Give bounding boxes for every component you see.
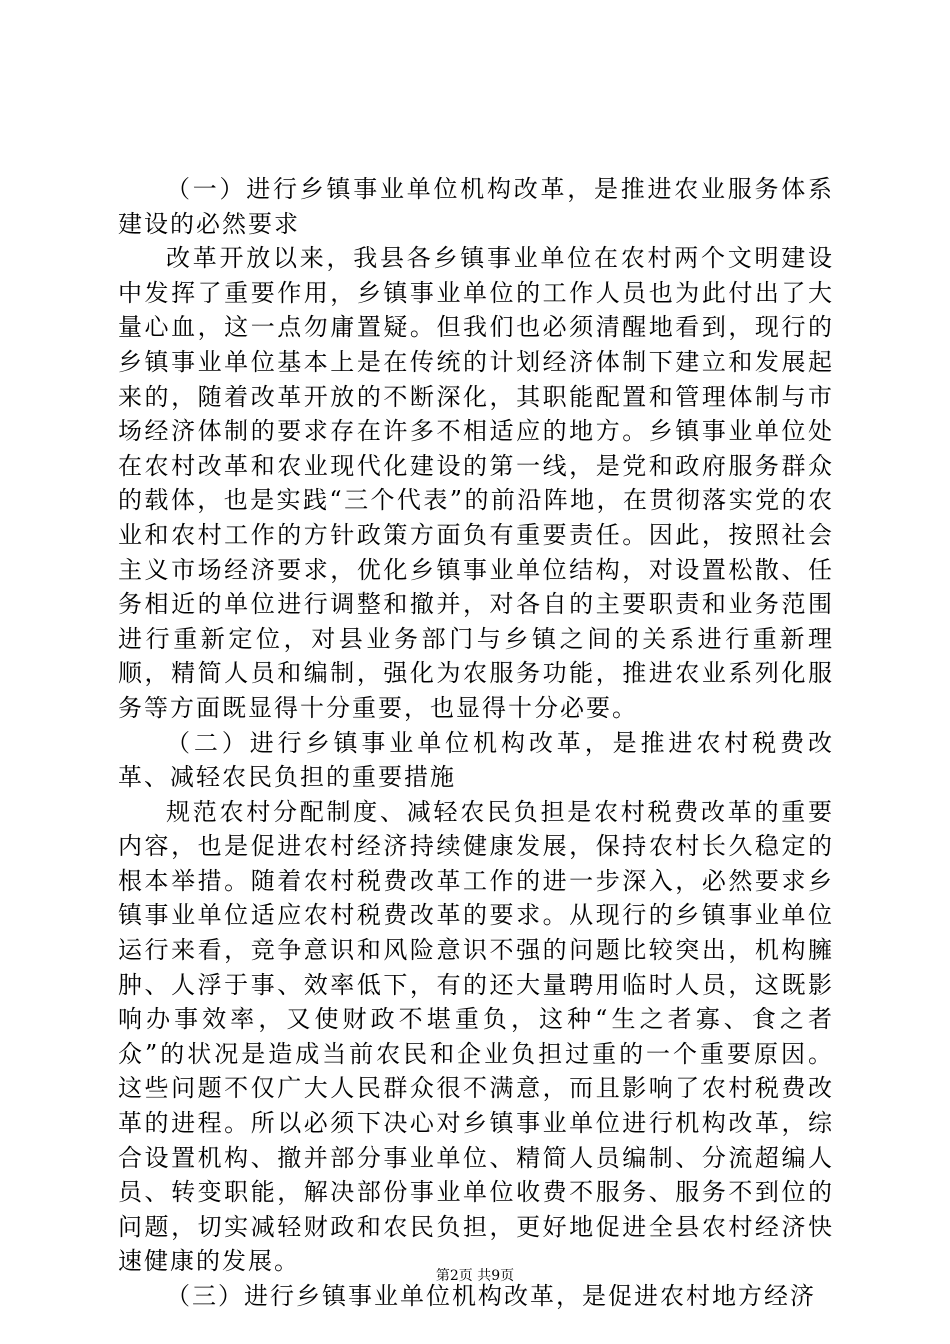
page-footer: 第2页 共9页	[435, 1268, 515, 1284]
section-heading-2: （二）进行乡镇事业单位机构改革，是推进农村税费改革、减轻农民负担的重要措施	[118, 728, 834, 792]
body-paragraph-2: 规范农村分配制度、减轻农民负担是农村税费改革的重要内容，也是促进农村经济持续健康发展，保持农村长久稳定的根本举措。随着农村税费改革工作的进一步深入，必然要求乡镇事业单位适应农村税费改革的要求。从现行的乡镇事业单位运行来看，竞争意识和风险意识不强的问题比较突出，机构臃肿、人浮于事、效率低下，有的还大量聘用临时人员，这既影响办事效率，又使财政不堪重负，这种“生之者寡、食之者众”的状况是造成当前农民和企业负担过重的一个重要原因。这些问题不仅广大人民群众很不满意，而且影响了农村税费改革的进程。所以必须下决心对乡镇事业单位进行机构改革，综合设置机构、撤并部分事业单位、精简人员编制、分流超编人员、转变职能，解决部份事业单位收费不服务、服务不到位的问题，切实减轻财政和农民负担，更好地促进全县农村经济快速健康的发展。	[118, 797, 834, 1276]
document-body	[118, 172, 834, 1314]
body-paragraph-1: 改革开放以来，我县各乡镇事业单位在农村两个文明建设中发挥了重要作用，乡镇事业单位的工作人员也为此付出了大量心血，这一点勿庸置疑。但我们也必须清醒地看到，现行的乡镇事业单位基本上是在传统的计划经济体制下建立和发展起来的，随着改革开放的不断深化，其职能配置和管理体制与市场经济体制的要求存在许多不相适应的地方。乡镇事业单位处在农村改革和农业现代化建设的第一线，是党和政府服务群众的载体，也是实践“三个代表”的前沿阵地，在贯彻落实党的农业和农村工作的方针政策方面负有重要责任。因此，按照社会主义市场经济要求，优化乡镇事业单位结构，对设置松散、任务相近的单位进行调整和撤并，对各自的主要职责和业务范围进行重新定位，对县业务部门与乡镇之间的关系进行重新理顺，精简人员和编制，强化为农服务功能，推进农业系列化服务等方面既显得十分重要，也显得十分必要。	[118, 244, 834, 722]
section-heading-3: （三）进行乡镇事业单位机构改革，是促进农村地方经济	[166, 1282, 816, 1310]
section-heading-1: （一）进行乡镇事业单位机构改革，是推进农业服务体系建设的必然要求	[118, 175, 834, 238]
